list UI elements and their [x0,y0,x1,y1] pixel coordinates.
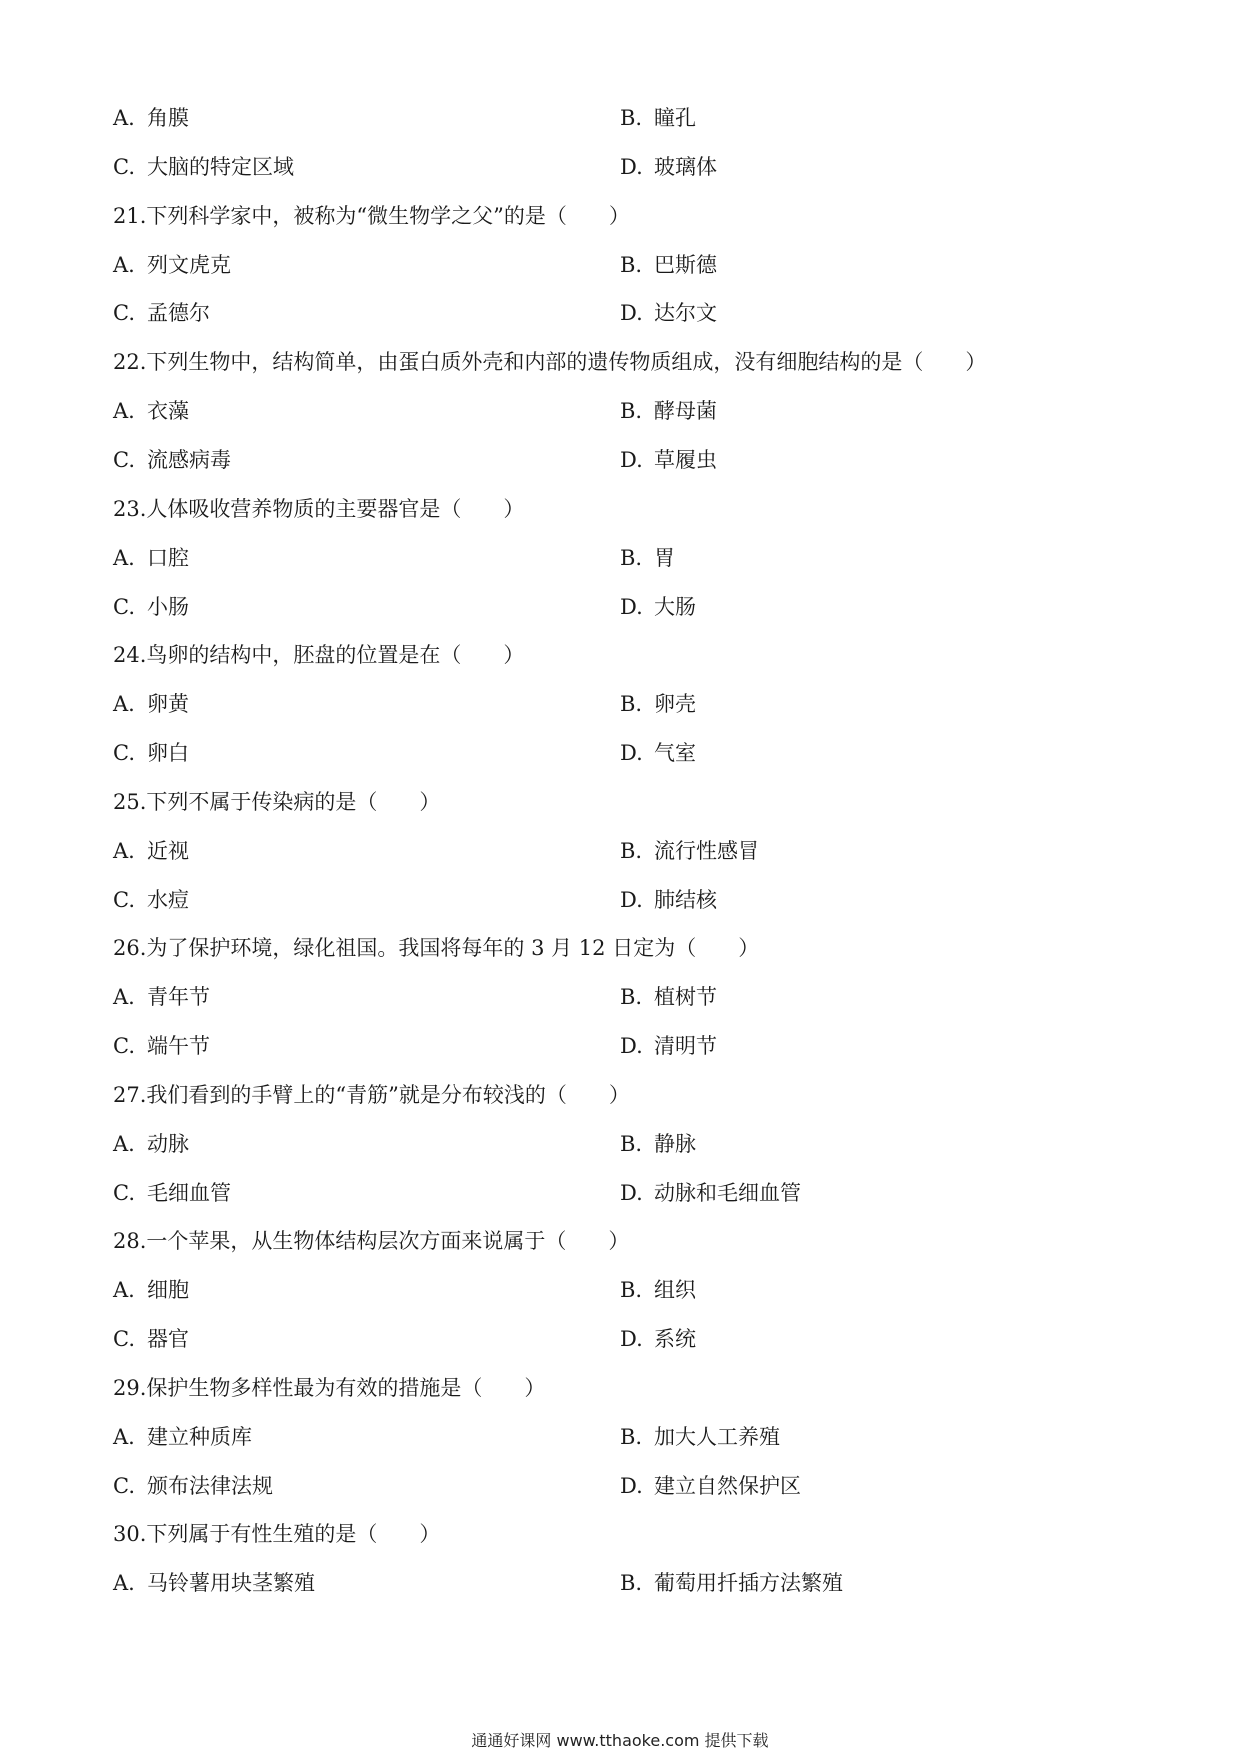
question-24: 24.鸟卵的结构中，胚盘的位置是在（ ） [113,643,525,667]
option-row [0,1466,1240,1506]
question-22: 22.下列生物中，结构简单，由蛋白质外壳和内部的遗传物质组成，没有细胞结构的是（ ） [113,350,987,374]
option-d: D. 动脉和毛细血管 [620,1181,801,1205]
option-b: B. 卵壳 [620,692,696,716]
option-d: D. 达尔文 [620,301,717,325]
question-23: 23.人体吸收营养物质的主要器官是（ ） [113,497,525,521]
option-a: A. 马铃薯用块茎繁殖 [113,1571,315,1595]
option-a: A. 青年节 [113,985,210,1009]
option-b: B. 瞳孔 [620,106,696,130]
option-row [0,587,1240,627]
option-d: D. 建立自然保护区 [620,1474,801,1498]
question-27: 27.我们看到的手臂上的“青筋”就是分布较浅的（ ） [113,1083,630,1107]
option-a: A. 细胞 [113,1278,189,1302]
option-row [0,147,1240,187]
option-a: A. 列文虎克 [113,253,231,277]
option-a: A. 建立种质库 [113,1425,252,1449]
option-a: A. 衣藻 [113,399,189,423]
option-c: C. 孟德尔 [113,301,210,325]
option-row [0,977,1240,1017]
option-row [0,293,1240,333]
option-b: B. 酵母菌 [620,399,717,423]
option-row [0,1026,1240,1066]
option-b: B. 胃 [620,546,675,570]
option-c: C. 水痘 [113,888,189,912]
option-row [0,1417,1240,1457]
option-c: C. 颁布法律法规 [113,1474,273,1498]
option-a: A. 动脉 [113,1132,189,1156]
option-c: C. 器官 [113,1327,189,1351]
question-28: 28.一个苹果，从生物体结构层次方面来说属于（ ） [113,1229,630,1253]
option-row [0,245,1240,285]
option-d: D. 清明节 [620,1034,717,1058]
option-b: B. 组织 [620,1278,696,1302]
option-row [0,440,1240,480]
question-30: 30.下列属于有性生殖的是（ ） [113,1522,441,1546]
option-b: B. 植树节 [620,985,717,1009]
option-row [0,98,1240,138]
option-row [0,684,1240,724]
option-row [0,1270,1240,1310]
option-a: A. 角膜 [113,106,189,130]
option-c: C. 毛细血管 [113,1181,231,1205]
option-row [0,1319,1240,1359]
option-row [0,538,1240,578]
option-b: B. 加大人工养殖 [620,1425,780,1449]
option-a: A. 口腔 [113,546,189,570]
option-b: B. 静脉 [620,1132,696,1156]
option-a: A. 卵黄 [113,692,189,716]
option-row [0,1124,1240,1164]
option-c: C. 流感病毒 [113,448,231,472]
option-row [0,880,1240,920]
question-21: 21.下列科学家中，被称为“微生物学之父”的是（ ） [113,204,630,228]
footer-credit: 通通好课网 www.tthaoke.com 提供下载 [471,1731,769,1750]
option-d: D. 系统 [620,1327,696,1351]
option-row [0,831,1240,871]
option-row [0,1173,1240,1213]
option-row [0,733,1240,773]
option-row [0,1563,1240,1603]
option-b: B. 流行性感冒 [620,839,759,863]
option-d: D. 玻璃体 [620,155,717,179]
option-row [0,391,1240,431]
option-d: D. 大肠 [620,595,696,619]
question-29: 29.保护生物多样性最为有效的措施是（ ） [113,1376,546,1400]
option-c: C. 大脑的特定区域 [113,155,294,179]
option-d: D. 气室 [620,741,696,765]
option-c: C. 卵白 [113,741,189,765]
option-b: B. 巴斯德 [620,253,717,277]
option-d: D. 肺结核 [620,888,717,912]
option-c: C. 端午节 [113,1034,210,1058]
option-d: D. 草履虫 [620,448,717,472]
question-26: 26.为了保护环境，绿化祖国。我国将每年的 3 月 12 日定为（ ） [113,936,760,960]
option-c: C. 小肠 [113,595,189,619]
question-25: 25.下列不属于传染病的是（ ） [113,790,441,814]
option-b: B. 葡萄用扦插方法繁殖 [620,1571,843,1595]
option-a: A. 近视 [113,839,189,863]
